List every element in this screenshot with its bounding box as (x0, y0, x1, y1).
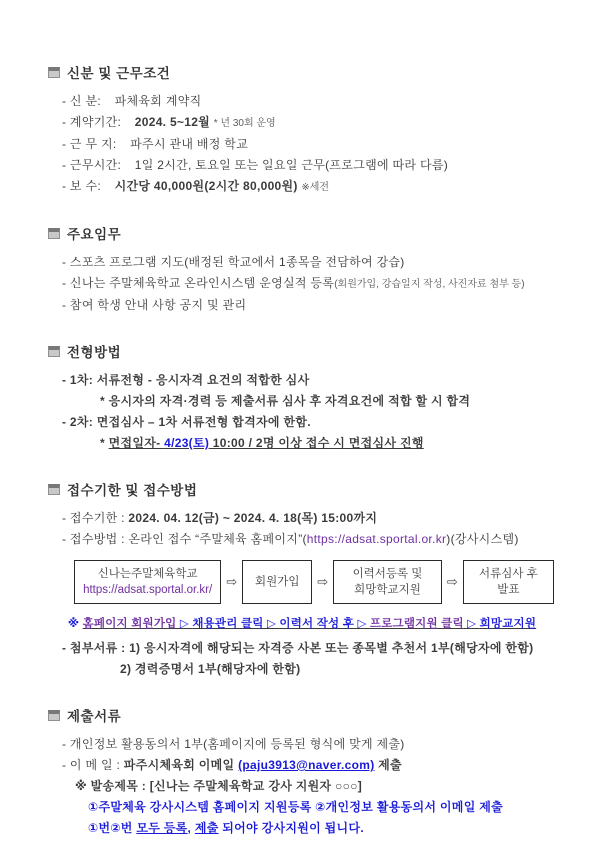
notice-line (48, 818, 556, 839)
section-heading (48, 705, 556, 725)
flow-box-resume (333, 560, 442, 604)
section-heading (48, 479, 556, 499)
item-value: 2024. 5~12월 (134, 115, 211, 129)
item-label: - 계약기간: (62, 115, 122, 129)
application-flow-diagram (74, 560, 554, 604)
method-text: 온라인 접수 “주말체육 홈페이지” (128, 532, 303, 546)
email-post: 제출 (374, 758, 402, 772)
deadline-line (48, 508, 556, 529)
section-title: 접수기한 및 접수방법 (67, 483, 198, 498)
nav-step: 채용관리 클릭 (192, 618, 264, 630)
item-value: 시간당 40,000원(2시간 80,000원) (114, 179, 298, 193)
section-selection-method (48, 341, 556, 454)
nav-step: 프로그램지원 클릭 (369, 618, 464, 630)
flow-box-line: 희망학교지원 (354, 584, 421, 596)
section-submission-documents (48, 705, 556, 839)
method-line (48, 529, 556, 550)
list-item (48, 112, 556, 134)
nav-arrow-icon: ▷ (354, 618, 370, 630)
sub-item: * 응시자의 자격·경력 등 제출서류 심사 후 자격요건에 적합 할 시 합격 (100, 394, 471, 408)
notice-mid: , (187, 821, 195, 835)
attachment-line (48, 638, 556, 659)
item-label: - 신 분: (62, 94, 101, 108)
list-item: - 1차: 서류전형 - 응시자격 요건의 적합한 심사 (62, 373, 310, 387)
homepage-link[interactable]: https://adsat.sportal.or.kr (306, 532, 447, 546)
notice-pre: ①번②번 (88, 821, 137, 835)
flow-box-signup: 회원가입 (242, 560, 312, 604)
item-note: * 년 30회 운영 (213, 118, 276, 129)
site-navigation-guide (48, 614, 556, 634)
list-item (48, 134, 556, 155)
section-heading (48, 341, 556, 361)
reference-mark: ※ (67, 618, 83, 630)
nav-arrow-icon: ▷ (176, 618, 193, 630)
list-item (48, 155, 556, 176)
flow-box-homepage (74, 560, 221, 604)
notice-emph: 모두 등록 (136, 821, 188, 835)
section-bullet-icon (48, 67, 60, 78)
item-text: - 신나는 주말체육학교 온라인시스템 운영실적 등록 (62, 276, 335, 290)
notice-post: 되어야 강사지원이 됩니다. (218, 821, 364, 835)
list-item: - 개인정보 활용동의서 1부(홈페이지에 등록된 형식에 맞게 제출) (62, 737, 405, 751)
email-address-link[interactable]: (paju3913@naver.com) (238, 758, 375, 772)
section-application (48, 479, 556, 680)
paren: )(강사시스템) (446, 532, 519, 546)
flow-box-line: 서류심사 후 (479, 568, 538, 580)
list-item: - 스포츠 프로그램 지도(배정된 학교에서 1종목을 전담하여 강습) (62, 255, 405, 269)
section-status-conditions (48, 62, 556, 198)
nav-step: 홈페이지 회원가입 (82, 618, 177, 630)
section-bullet-icon (48, 484, 60, 495)
section-title: 전형방법 (67, 345, 122, 360)
interview-label: 면접일자- (108, 436, 165, 450)
paren: ( (302, 532, 307, 546)
sub-item-interview-date (48, 433, 556, 454)
section-main-duties (48, 223, 556, 316)
item-value: 파체육회 계약직 (114, 94, 202, 108)
flow-box-title: 신나는주말체육학교 (97, 568, 198, 580)
flow-box-url-link[interactable]: https://adsat.sportal.or.kr/ (83, 584, 213, 596)
list-item: - 2차: 면접심사 – 1차 서류전형 합격자에 한함. (62, 415, 311, 429)
item-label: - 보 수: (62, 179, 101, 193)
flow-box-result (463, 560, 554, 604)
nav-step: 희망교지원 (479, 618, 537, 630)
section-title: 신분 및 근무조건 (67, 66, 171, 81)
nav-step: 이력서 작성 후 (279, 618, 355, 630)
nav-arrow-icon: ▷ (263, 618, 280, 630)
section-heading (48, 223, 556, 243)
section-heading (48, 62, 556, 82)
arrow-right-icon: ⇨ (317, 574, 329, 589)
item-label: - 근 무 지: (62, 137, 117, 151)
list-item: - 참여 학생 안내 사항 공지 및 관리 (62, 298, 247, 312)
item-label: - 근무시간: (62, 158, 122, 172)
email-label: - 이 메 일 : (62, 758, 124, 772)
item-value: 1일 2시간, 토요일 또는 일요일 근무(프로그램에 따라 다름) (134, 158, 449, 172)
arrow-right-icon: ⇨ (226, 574, 238, 589)
section-title: 주요임무 (67, 227, 122, 242)
item-note: ※세전 (301, 182, 330, 193)
method-label: - 접수방법 : (62, 532, 129, 546)
attachment-item: 2) 경력증명서 1부(해당자에 한함) (120, 662, 301, 676)
section-bullet-icon (48, 710, 60, 721)
notice-emph: 제출 (194, 821, 219, 835)
section-bullet-icon (48, 228, 60, 239)
arrow-right-icon: ⇨ (446, 574, 458, 589)
asterisk: * (100, 436, 109, 450)
deadline-label: - 접수기한 : (62, 511, 129, 525)
notice-line: ①주말체육 강사시스템 홈페이지 지원등록 ②개인정보 활용동의서 이메일 제출 (88, 800, 504, 814)
section-title: 제출서류 (67, 709, 122, 724)
deadline-value: 2024. 04. 12(금) ~ 2024. 4. 18(목) 15:00까지 (128, 511, 378, 525)
email-owner: 파주시체육회 이메일 (123, 758, 239, 772)
email-line (48, 755, 556, 776)
nav-arrow-icon: ▷ (463, 618, 480, 630)
attachment-label: - 첨부서류 : (62, 641, 130, 655)
section-bullet-icon (48, 346, 60, 357)
item-value: 파주시 관내 배정 학교 (130, 137, 249, 151)
flow-box-line: 이력서등록 및 (352, 568, 423, 580)
list-item (48, 273, 556, 295)
list-item (48, 176, 556, 198)
interview-detail: 10:00 / 2명 이상 접수 시 면접심사 진행 (209, 436, 424, 450)
flow-box-line: 발표 (497, 584, 520, 596)
interview-date: 4/23(토) (164, 436, 210, 450)
list-item (48, 91, 556, 112)
item-note: (회원가입, 강습일지 작성, 사진자료 첨부 등) (334, 279, 525, 290)
attachment-item: 1) 응시자격에 해당되는 자격증 사본 또는 종목별 추천서 1부(해당자에 한함) (129, 641, 534, 655)
mail-subject-line: ※ 발송제목 : [신나는 주말체육학교 강사 지원자 ○○○] (75, 779, 362, 793)
